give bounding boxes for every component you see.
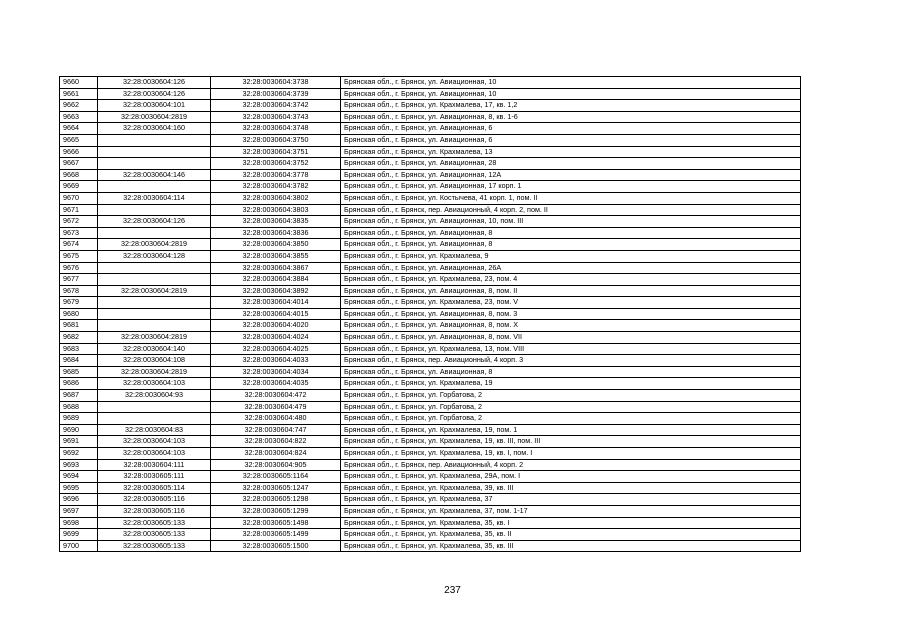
row-number-cell: 9681	[60, 320, 98, 332]
address-cell: Брянская обл., г. Брянск, ул. Крахмалева, 35, кв. I	[341, 517, 801, 529]
row-number-cell: 9666	[60, 146, 98, 158]
table-row	[60, 181, 801, 193]
old-cadastral-number-cell	[98, 297, 211, 309]
new-cadastral-number-cell: 32:28:0030604:3743	[211, 111, 341, 123]
new-cadastral-number-cell: 32:28:0030604:4033	[211, 355, 341, 367]
row-number-cell: 9693	[60, 459, 98, 471]
old-cadastral-number-cell: 32:28:0030604:2819	[98, 239, 211, 251]
row-number-cell: 9678	[60, 285, 98, 297]
new-cadastral-number-cell: 32:28:0030605:1298	[211, 494, 341, 506]
new-cadastral-number-cell: 32:28:0030604:3739	[211, 88, 341, 100]
new-cadastral-number-cell: 32:28:0030604:3850	[211, 239, 341, 251]
address-cell: Брянская обл., г. Брянск, ул. Авиационная, 17 корп. 1	[341, 181, 801, 193]
new-cadastral-number-cell: 32:28:0030604:479	[211, 401, 341, 413]
row-number-cell: 9690	[60, 424, 98, 436]
old-cadastral-number-cell: 32:28:0030604:103	[98, 378, 211, 390]
new-cadastral-number-cell: 32:28:0030604:3778	[211, 169, 341, 181]
row-number-cell: 9686	[60, 378, 98, 390]
address-cell: Брянская обл., г. Брянск, ул. Крахмалева, 19	[341, 378, 801, 390]
row-number-cell: 9683	[60, 343, 98, 355]
row-number-cell: 9661	[60, 88, 98, 100]
row-number-cell: 9664	[60, 123, 98, 135]
address-cell: Брянская обл., г. Брянск, пер. Авиационный, 4 корп. 2, пом. II	[341, 204, 801, 216]
new-cadastral-number-cell: 32:28:0030604:4025	[211, 343, 341, 355]
new-cadastral-number-cell: 32:28:0030604:3752	[211, 158, 341, 170]
address-cell: Брянская обл., г. Брянск, ул. Авиационная, 8, кв. 1-6	[341, 111, 801, 123]
address-cell: Брянская обл., г. Брянск, ул. Авиационная, 8	[341, 366, 801, 378]
table-row	[60, 227, 801, 239]
old-cadastral-number-cell: 32:28:0030604:103	[98, 448, 211, 460]
table-body	[60, 77, 801, 552]
old-cadastral-number-cell: 32:28:0030604:108	[98, 355, 211, 367]
old-cadastral-number-cell	[98, 401, 211, 413]
table-row	[60, 401, 801, 413]
new-cadastral-number-cell: 32:28:0030605:1499	[211, 529, 341, 541]
row-number-cell: 9700	[60, 540, 98, 552]
address-cell: Брянская обл., г. Брянск, ул. Крахмалева, 19, кв. I, пом. I	[341, 448, 801, 460]
row-number-cell: 9670	[60, 192, 98, 204]
new-cadastral-number-cell: 32:28:0030604:3742	[211, 100, 341, 112]
new-cadastral-number-cell: 32:28:0030604:480	[211, 413, 341, 425]
table-row	[60, 424, 801, 436]
new-cadastral-number-cell: 32:28:0030604:4014	[211, 297, 341, 309]
table-row	[60, 158, 801, 170]
new-cadastral-number-cell: 32:28:0030604:3803	[211, 204, 341, 216]
old-cadastral-number-cell: 32:28:0030604:160	[98, 123, 211, 135]
new-cadastral-number-cell: 32:28:0030604:3835	[211, 216, 341, 228]
address-cell: Брянская обл., г. Брянск, ул. Крахмалева, 29А, пом. I	[341, 471, 801, 483]
address-cell: Брянская обл., г. Брянск, ул. Авиационная, 6	[341, 134, 801, 146]
table-row	[60, 77, 801, 89]
table-row	[60, 274, 801, 286]
address-cell: Брянская обл., г. Брянск, ул. Авиационная, 12А	[341, 169, 801, 181]
row-number-cell: 9673	[60, 227, 98, 239]
old-cadastral-number-cell	[98, 158, 211, 170]
old-cadastral-number-cell: 32:28:0030605:111	[98, 471, 211, 483]
row-number-cell: 9699	[60, 529, 98, 541]
old-cadastral-number-cell	[98, 181, 211, 193]
old-cadastral-number-cell: 32:28:0030605:116	[98, 494, 211, 506]
address-cell: Брянская обл., г. Брянск, ул. Крахмалева, 35, кв. II	[341, 529, 801, 541]
row-number-cell: 9685	[60, 366, 98, 378]
address-cell: Брянская обл., г. Брянск, ул. Крахмалева, 9	[341, 250, 801, 262]
new-cadastral-number-cell: 32:28:0030604:3892	[211, 285, 341, 297]
table-row	[60, 378, 801, 390]
new-cadastral-number-cell: 32:28:0030604:3751	[211, 146, 341, 158]
table-row	[60, 204, 801, 216]
table-row	[60, 436, 801, 448]
old-cadastral-number-cell	[98, 308, 211, 320]
table-row	[60, 308, 801, 320]
row-number-cell: 9672	[60, 216, 98, 228]
row-number-cell: 9692	[60, 448, 98, 460]
new-cadastral-number-cell: 32:28:0030604:4015	[211, 308, 341, 320]
table-row	[60, 262, 801, 274]
old-cadastral-number-cell: 32:28:0030604:126	[98, 77, 211, 89]
address-cell: Брянская обл., г. Брянск, ул. Крахмалева, 39, кв. III	[341, 482, 801, 494]
address-cell: Брянская обл., г. Брянск, ул. Авиационная, 26А	[341, 262, 801, 274]
old-cadastral-number-cell: 32:28:0030604:146	[98, 169, 211, 181]
old-cadastral-number-cell	[98, 320, 211, 332]
address-cell: Брянская обл., г. Брянск, ул. Крахмалева, 37, пом. 1-17	[341, 505, 801, 517]
new-cadastral-number-cell: 32:28:0030604:3782	[211, 181, 341, 193]
row-number-cell: 9680	[60, 308, 98, 320]
row-number-cell: 9694	[60, 471, 98, 483]
table-row	[60, 494, 801, 506]
row-number-cell: 9691	[60, 436, 98, 448]
row-number-cell: 9695	[60, 482, 98, 494]
address-cell: Брянская обл., г. Брянск, ул. Авиационная, 6	[341, 123, 801, 135]
address-cell: Брянская обл., г. Брянск, ул. Крахмалева, 23, пом. 4	[341, 274, 801, 286]
table-row	[60, 111, 801, 123]
old-cadastral-number-cell	[98, 262, 211, 274]
new-cadastral-number-cell: 32:28:0030604:747	[211, 424, 341, 436]
address-cell: Брянская обл., г. Брянск, ул. Крахмалева, 13, пом. VIII	[341, 343, 801, 355]
new-cadastral-number-cell: 32:28:0030604:472	[211, 390, 341, 402]
table-row	[60, 169, 801, 181]
new-cadastral-number-cell: 32:28:0030604:824	[211, 448, 341, 460]
address-cell: Брянская обл., г. Брянск, ул. Горбатова, 2	[341, 401, 801, 413]
row-number-cell: 9669	[60, 181, 98, 193]
table-row	[60, 366, 801, 378]
table-row	[60, 320, 801, 332]
new-cadastral-number-cell: 32:28:0030604:4020	[211, 320, 341, 332]
old-cadastral-number-cell: 32:28:0030605:133	[98, 517, 211, 529]
new-cadastral-number-cell: 32:28:0030605:1164	[211, 471, 341, 483]
old-cadastral-number-cell: 32:28:0030604:128	[98, 250, 211, 262]
old-cadastral-number-cell	[98, 204, 211, 216]
new-cadastral-number-cell: 32:28:0030604:4035	[211, 378, 341, 390]
page-number: 237	[444, 585, 461, 596]
old-cadastral-number-cell: 32:28:0030604:111	[98, 459, 211, 471]
address-cell: Брянская обл., г. Брянск, ул. Авиационная, 10	[341, 77, 801, 89]
old-cadastral-number-cell: 32:28:0030605:116	[98, 505, 211, 517]
address-cell: Брянская обл., г. Брянск, ул. Крахмалева, 19, кв. III, пом. III	[341, 436, 801, 448]
old-cadastral-number-cell	[98, 274, 211, 286]
old-cadastral-number-cell: 32:28:0030604:2819	[98, 332, 211, 344]
address-cell: Брянская обл., г. Брянск, ул. Авиационная, 8	[341, 227, 801, 239]
table-row	[60, 390, 801, 402]
row-number-cell: 9676	[60, 262, 98, 274]
new-cadastral-number-cell: 32:28:0030604:4034	[211, 366, 341, 378]
address-cell: Брянская обл., г. Брянск, ул. Крахмалева, 17, кв. 1,2	[341, 100, 801, 112]
address-cell: Брянская обл., г. Брянск, ул. Авиационная, 8	[341, 239, 801, 251]
row-number-cell: 9671	[60, 204, 98, 216]
table-row	[60, 239, 801, 251]
row-number-cell: 9688	[60, 401, 98, 413]
address-cell: Брянская обл., г. Брянск, ул. Авиационная, 10	[341, 88, 801, 100]
table-row	[60, 285, 801, 297]
address-cell: Брянская обл., г. Брянск, ул. Авиационная, 8, пом. X	[341, 320, 801, 332]
new-cadastral-number-cell: 32:28:0030604:3836	[211, 227, 341, 239]
row-number-cell: 9675	[60, 250, 98, 262]
new-cadastral-number-cell: 32:28:0030605:1500	[211, 540, 341, 552]
old-cadastral-number-cell	[98, 413, 211, 425]
new-cadastral-number-cell: 32:28:0030604:4024	[211, 332, 341, 344]
new-cadastral-number-cell: 32:28:0030605:1247	[211, 482, 341, 494]
row-number-cell: 9674	[60, 239, 98, 251]
new-cadastral-number-cell: 32:28:0030604:3738	[211, 77, 341, 89]
address-cell: Брянская обл., г. Брянск, ул. Крахмалева, 19, пом. 1	[341, 424, 801, 436]
table-row	[60, 250, 801, 262]
old-cadastral-number-cell: 32:28:0030605:133	[98, 540, 211, 552]
row-number-cell: 9663	[60, 111, 98, 123]
address-cell: Брянская обл., г. Брянск, ул. Авиационная, 8, пом. VII	[341, 332, 801, 344]
row-number-cell: 9665	[60, 134, 98, 146]
table-row	[60, 343, 801, 355]
new-cadastral-number-cell: 32:28:0030604:822	[211, 436, 341, 448]
table-row	[60, 100, 801, 112]
row-number-cell: 9684	[60, 355, 98, 367]
table-row	[60, 459, 801, 471]
table-row	[60, 332, 801, 344]
address-cell: Брянская обл., г. Брянск, ул. Крахмалева, 23, пом. V	[341, 297, 801, 309]
old-cadastral-number-cell: 32:28:0030605:133	[98, 529, 211, 541]
new-cadastral-number-cell: 32:28:0030604:3748	[211, 123, 341, 135]
address-cell: Брянская обл., г. Брянск, ул. Крахмалева, 35, кв. III	[341, 540, 801, 552]
address-cell: Брянская обл., г. Брянск, пер. Авиационный, 4 корп. 3	[341, 355, 801, 367]
address-cell: Брянская обл., г. Брянск, ул. Авиационная, 8, пом. II	[341, 285, 801, 297]
row-number-cell: 9679	[60, 297, 98, 309]
new-cadastral-number-cell: 32:28:0030605:1498	[211, 517, 341, 529]
old-cadastral-number-cell: 32:28:0030604:101	[98, 100, 211, 112]
address-cell: Брянская обл., г. Брянск, ул. Костычева, 41 корп. 1, пом. II	[341, 192, 801, 204]
address-cell: Брянская обл., г. Брянск, ул. Авиационная, 10, пом. III	[341, 216, 801, 228]
old-cadastral-number-cell: 32:28:0030605:114	[98, 482, 211, 494]
table-row	[60, 355, 801, 367]
table-row	[60, 297, 801, 309]
row-number-cell: 9696	[60, 494, 98, 506]
table-row	[60, 192, 801, 204]
new-cadastral-number-cell: 32:28:0030604:3802	[211, 192, 341, 204]
row-number-cell: 9677	[60, 274, 98, 286]
table-row	[60, 146, 801, 158]
row-number-cell: 9697	[60, 505, 98, 517]
old-cadastral-number-cell: 32:28:0030604:126	[98, 88, 211, 100]
table-row	[60, 517, 801, 529]
old-cadastral-number-cell	[98, 227, 211, 239]
row-number-cell: 9668	[60, 169, 98, 181]
table-row	[60, 505, 801, 517]
table-row	[60, 413, 801, 425]
old-cadastral-number-cell: 32:28:0030604:2819	[98, 366, 211, 378]
address-cell: Брянская обл., г. Брянск, пер. Авиационный, 4 корп. 2	[341, 459, 801, 471]
table-row	[60, 482, 801, 494]
new-cadastral-number-cell: 32:28:0030604:905	[211, 459, 341, 471]
row-number-cell: 9689	[60, 413, 98, 425]
old-cadastral-number-cell: 32:28:0030604:126	[98, 216, 211, 228]
table-row	[60, 471, 801, 483]
old-cadastral-number-cell	[98, 146, 211, 158]
old-cadastral-number-cell: 32:28:0030604:114	[98, 192, 211, 204]
address-cell: Брянская обл., г. Брянск, ул. Горбатова, 2	[341, 413, 801, 425]
row-number-cell: 9667	[60, 158, 98, 170]
row-number-cell: 9682	[60, 332, 98, 344]
old-cadastral-number-cell: 32:28:0030604:103	[98, 436, 211, 448]
row-number-cell: 9698	[60, 517, 98, 529]
table-row	[60, 123, 801, 135]
old-cadastral-number-cell: 32:28:0030604:140	[98, 343, 211, 355]
table-row	[60, 540, 801, 552]
table-row	[60, 448, 801, 460]
old-cadastral-number-cell: 32:28:0030604:83	[98, 424, 211, 436]
old-cadastral-number-cell: 32:28:0030604:93	[98, 390, 211, 402]
address-cell: Брянская обл., г. Брянск, ул. Крахмалева, 13	[341, 146, 801, 158]
old-cadastral-number-cell	[98, 134, 211, 146]
address-cell: Брянская обл., г. Брянск, ул. Горбатова, 2	[341, 390, 801, 402]
address-cell: Брянская обл., г. Брянск, ул. Авиационная, 8, пом. 3	[341, 308, 801, 320]
row-number-cell: 9660	[60, 77, 98, 89]
table-row	[60, 88, 801, 100]
new-cadastral-number-cell: 32:28:0030604:3884	[211, 274, 341, 286]
new-cadastral-number-cell: 32:28:0030604:3855	[211, 250, 341, 262]
table-row	[60, 134, 801, 146]
address-cell: Брянская обл., г. Брянск, ул. Авиационная, 28	[341, 158, 801, 170]
new-cadastral-number-cell: 32:28:0030604:3867	[211, 262, 341, 274]
table-row	[60, 216, 801, 228]
cadastral-table	[59, 76, 801, 552]
table-row	[60, 529, 801, 541]
new-cadastral-number-cell: 32:28:0030605:1299	[211, 505, 341, 517]
old-cadastral-number-cell: 32:28:0030604:2819	[98, 285, 211, 297]
row-number-cell: 9687	[60, 390, 98, 402]
old-cadastral-number-cell: 32:28:0030604:2819	[98, 111, 211, 123]
new-cadastral-number-cell: 32:28:0030604:3750	[211, 134, 341, 146]
address-cell: Брянская обл., г. Брянск, ул. Крахмалева, 37	[341, 494, 801, 506]
row-number-cell: 9662	[60, 100, 98, 112]
